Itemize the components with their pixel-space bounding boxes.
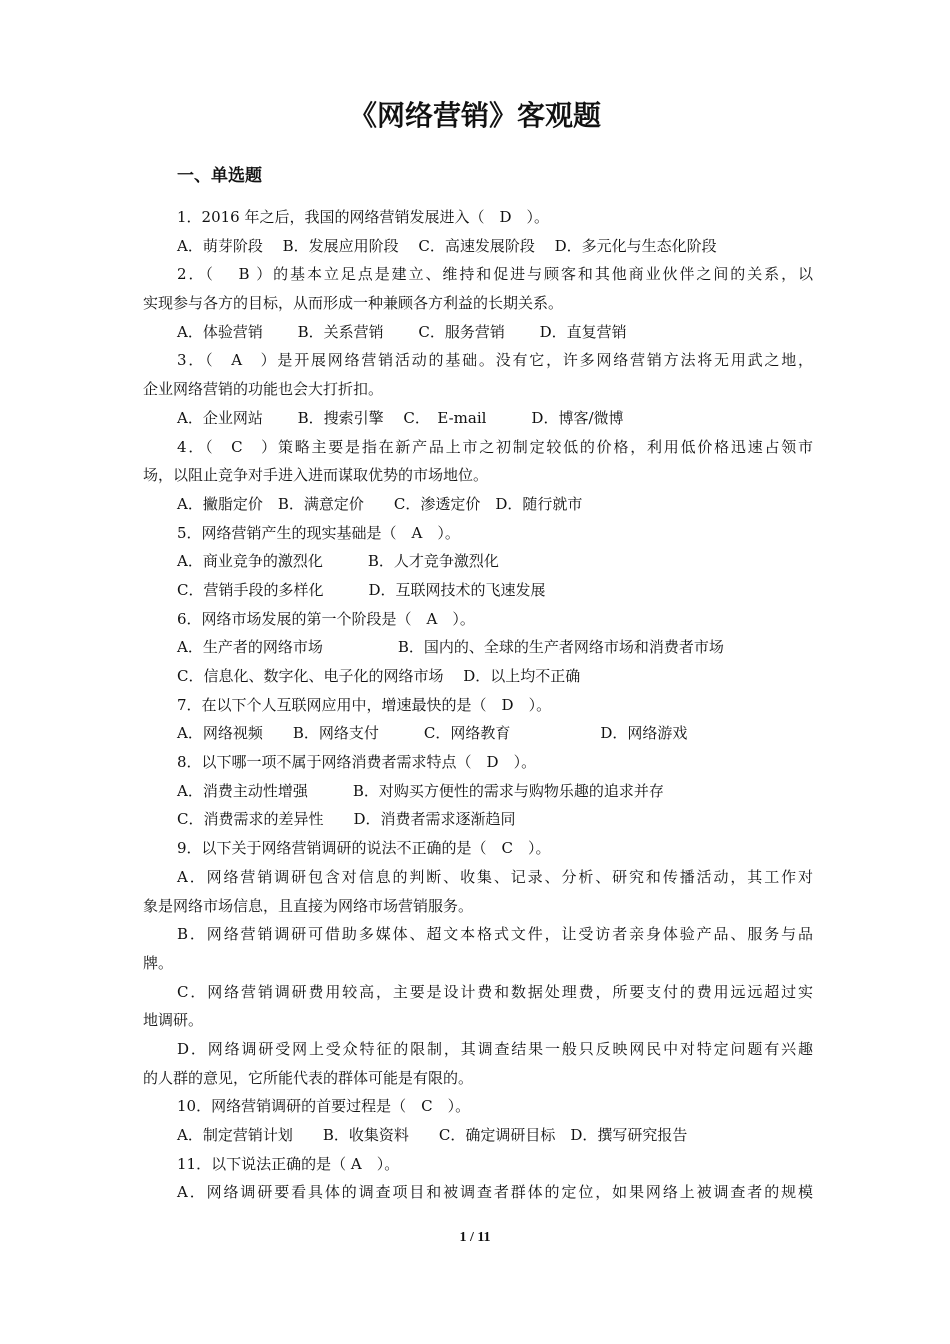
text-line: A．制定营销计划 B．收集资料 C．确定调研目标 D．撰写研究报告 <box>177 1126 688 1144</box>
document-body <box>143 203 813 1207</box>
text-line: A．网络营销调研包含对信息的判断、收集、记录、分析、研究和传播活动，其工作对 <box>177 867 813 886</box>
text-line: 7．在以下个人互联网应用中，增速最快的是（ D ）。 <box>177 695 552 714</box>
text-line: 1．2016 年之后，我国的网络营销发展进入（ D ）。 <box>177 208 550 226</box>
text-line: D．网络调研受网上受众特征的限制，其调查结果一般只反映网民中对特定问题有兴趣 <box>177 1039 813 1058</box>
text-line: 5．网络营销产生的现实基础是（ A ）。 <box>177 523 460 542</box>
text-line: B．网络营销调研可借助多媒体、超文本格式文件，让受访者亲身体验产品、服务与品 <box>177 925 813 944</box>
text-line: C．网络营销调研费用较高，主要是设计费和数据处理费，所要支付的费用远远超过实 <box>177 982 813 1001</box>
text-line: 实现参与各方的目标，从而形成一种兼顾各方利益的长期关系。 <box>143 294 564 313</box>
text-line: 11．以下说法正确的是（ A ）。 <box>177 1154 400 1173</box>
text-line: A．萌芽阶段 B．发展应用阶段 C．高速发展阶段 D．多元化与生态化阶段 <box>177 236 717 255</box>
text-line: A．商业竞争的激烈化 B．人才竞争激烈化 <box>177 552 499 571</box>
text-line: 3．（ A ）是开展网络营销活动的基础。没有它，许多网络营销方法将无用武之地， <box>177 351 813 370</box>
text-line: A．体验营销 B．关系营销 C．服务营销 D．直复营销 <box>177 322 627 341</box>
text-line: C．消费需求的差异性 D．消费者需求逐渐趋同 <box>177 810 516 829</box>
text-line: 场，以阻止竞争对手进入进而谋取优势的市场地位。 <box>143 466 489 485</box>
document-title: 《网络营销》客观题 <box>348 99 601 132</box>
text-line: 企业网络营销的功能也会大打折扣。 <box>143 380 384 399</box>
text-line: 象是网络市场信息，且直接为网络市场营销服务。 <box>143 896 474 915</box>
text-line: 牌。 <box>143 953 174 972</box>
text-line: 10．网络营销调研的首要过程是（ C ）。 <box>177 1097 471 1116</box>
text-line: C．营销手段的多样化 D．互联网技术的飞速发展 <box>177 580 546 599</box>
text-line: 6．网络市场发展的第一个阶段是（ A ）。 <box>177 609 475 628</box>
page-indicator: 1 / 11 <box>459 1230 491 1245</box>
text-line: 地调研。 <box>143 1011 204 1030</box>
text-line: 的人群的意见，它所能代表的群体可能是有限的。 <box>143 1068 474 1087</box>
text-line: 4．（ C ）策略主要是指在新产品上市之初制定较低的价格，利用低价格迅速占领市 <box>177 437 813 456</box>
text-line: A．消费主动性增强 B．对购买方便性的需求与购物乐趣的追求并存 <box>177 781 664 800</box>
text-line: A．生产者的网络市场 B．国内的、全球的生产者网络市场和消费者市场 <box>177 638 724 657</box>
text-line: A．企业网站 B．搜索引擎 C． E-mail D．博客/微博 <box>177 408 624 427</box>
text-line: 2．（ B ）的基本立足点是建立、维持和促进与顾客和其他商业伙伴之间的关系，以 <box>177 265 813 284</box>
text-line: A．撇脂定价 B．满意定价 C．渗透定价 D．随行就市 <box>177 494 583 513</box>
text-line: A．网络视频 B．网络支付 C．网络教育 D．网络游戏 <box>177 724 688 743</box>
text-line: 8．以下哪一项不属于网络消费者需求特点（ D ）。 <box>177 753 537 772</box>
section-heading: 一、单选题 <box>177 166 262 186</box>
text-line: A．网络调研要看具体的调查项目和被调查者群体的定位，如果网络上被调查者的规模 <box>177 1183 813 1202</box>
text-line: C．信息化、数字化、电子化的网络市场 D．以上均不正确 <box>177 667 581 685</box>
text-line: 9．以下关于网络营销调研的说法不正确的是（ C ）。 <box>177 839 551 858</box>
